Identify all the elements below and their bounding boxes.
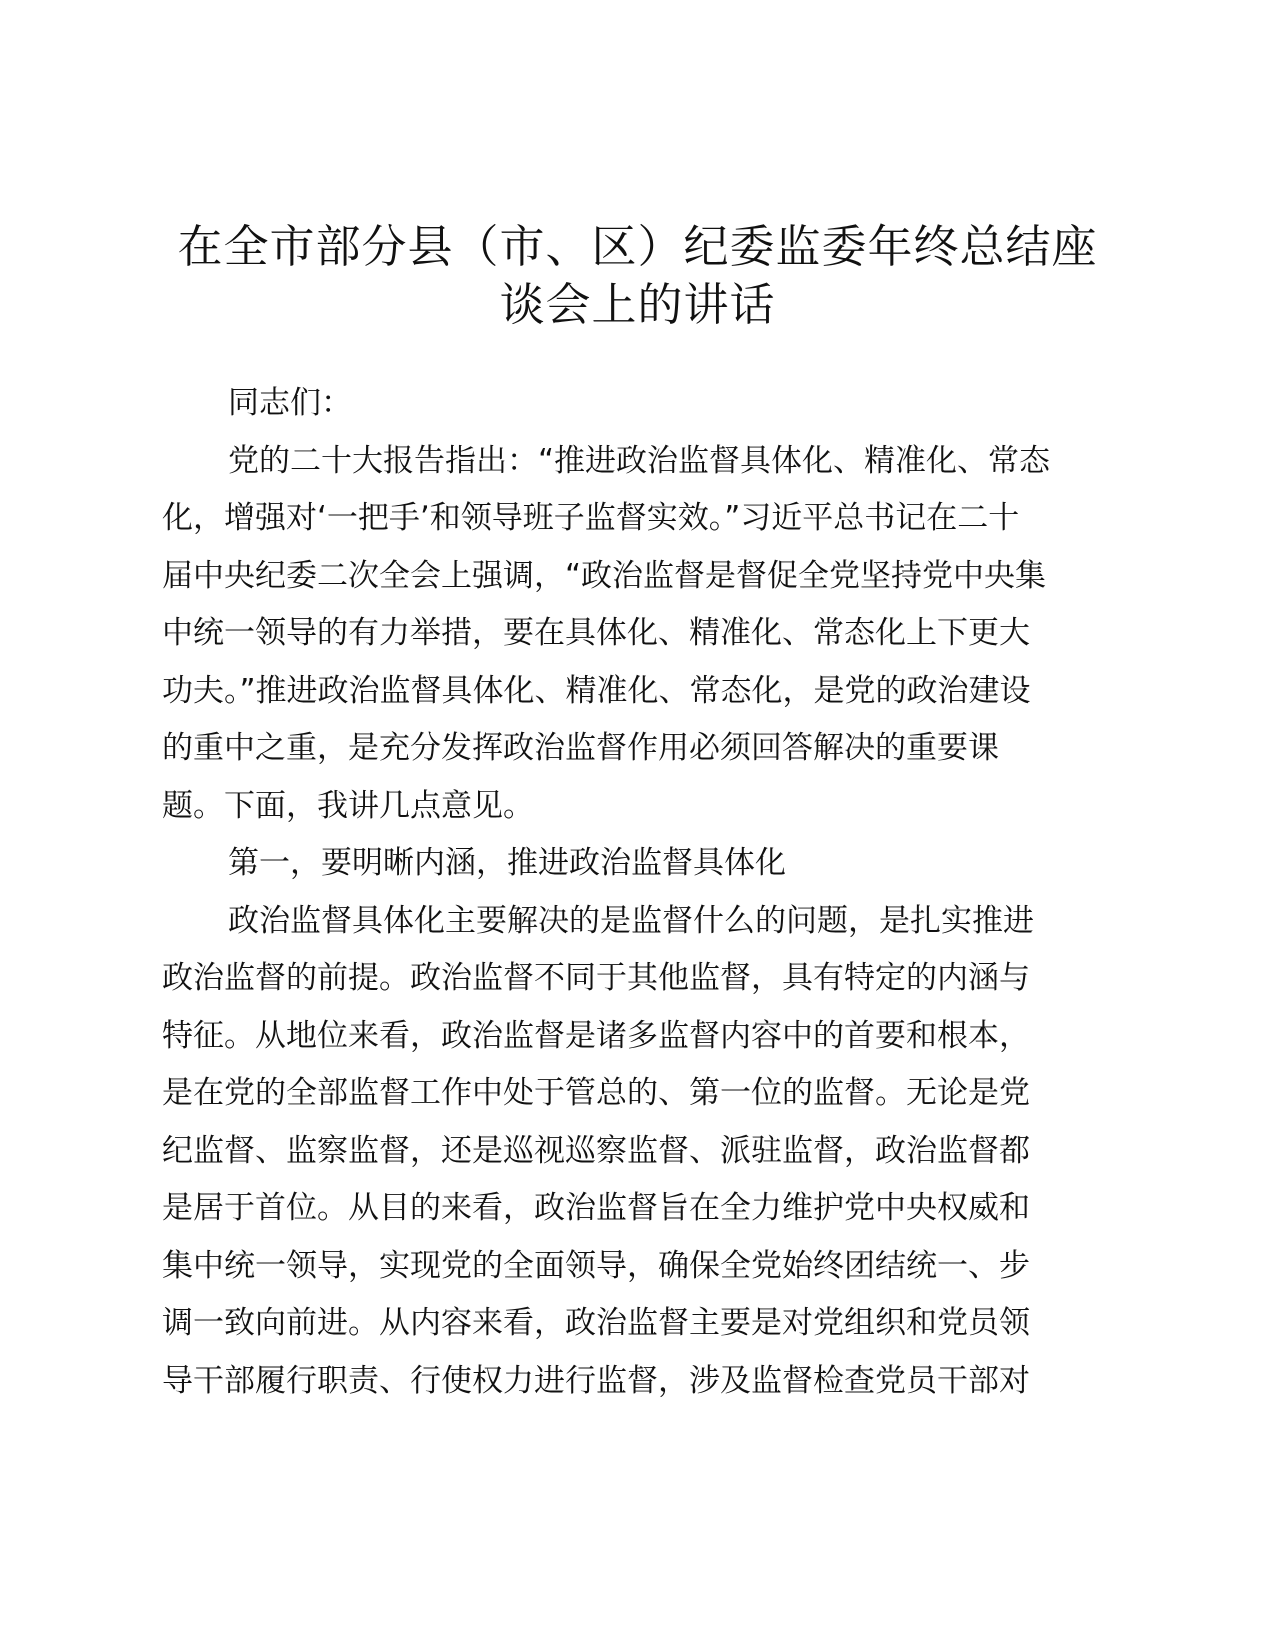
document-title (150, 218, 1125, 334)
intro-paragraph (162, 433, 1117, 836)
text-line: 届中央纪委二次全会上强调，“政治监督是督促全党坚持党中央集 (162, 557, 1047, 594)
text-line: 题。下面，我讲几点意见。 (162, 787, 534, 824)
text-line: 集中统一领导，实现党的全面领导，确保全党始终团结统一、步 (162, 1247, 1030, 1284)
document-body (162, 375, 1117, 1410)
text-line: 是在党的全部监督工作中处于管总的、第一位的监督。无论是党 (162, 1075, 1030, 1111)
text-line: 功夫。”推进政治监督具体化、精准化、常态化，是党的政治建设 (162, 672, 1031, 709)
text-line: 调一致向前进。从内容来看，政治监督主要是对党组织和党员领 (162, 1305, 1030, 1341)
text-line: 导干部履行职责、行使权力进行监督，涉及监督检查党员干部对 (162, 1362, 1030, 1399)
text-line: 第一，要明晰内涵，推进政治监督具体化 (228, 845, 786, 881)
text-line: 同志们： (228, 385, 352, 421)
text-line: 政治监督的前提。政治监督不同于其他监督，具有特定的内涵与 (162, 960, 1030, 996)
section-paragraph (162, 893, 1117, 1411)
title-line: 在全市部分县（市、区）纪委监委年终总结座 (177, 220, 1098, 273)
text-line: 是居于首位。从目的来看，政治监督旨在全力维护党中央权威和 (162, 1190, 1030, 1226)
text-line: 党的二十大报告指出：“推进政治监督具体化、精准化、常态 (228, 442, 1051, 479)
text-line: 纪监督、监察监督，还是巡视巡察监督、派驻监督，政治监督都 (162, 1132, 1030, 1169)
text-line: 中统一领导的有力举措，要在具体化、精准化、常态化上下更大 (162, 615, 1030, 651)
section-heading (162, 835, 1117, 893)
text-line: 政治监督具体化主要解决的是监督什么的问题，是扎实推进 (228, 902, 1034, 939)
title-line: 谈会上的讲话 (499, 278, 776, 331)
text-line: 化，增强对‘一把手’和领导班子监督实效。”习近平总书记在二十 (162, 500, 1020, 536)
text-line: 特征。从地位来看，政治监督是诸多监督内容中的首要和根本， (162, 1017, 1030, 1054)
text-line: 的重中之重，是充分发挥政治监督作用必须回答解决的重要课 (162, 730, 999, 766)
salutation-paragraph (162, 375, 1117, 433)
